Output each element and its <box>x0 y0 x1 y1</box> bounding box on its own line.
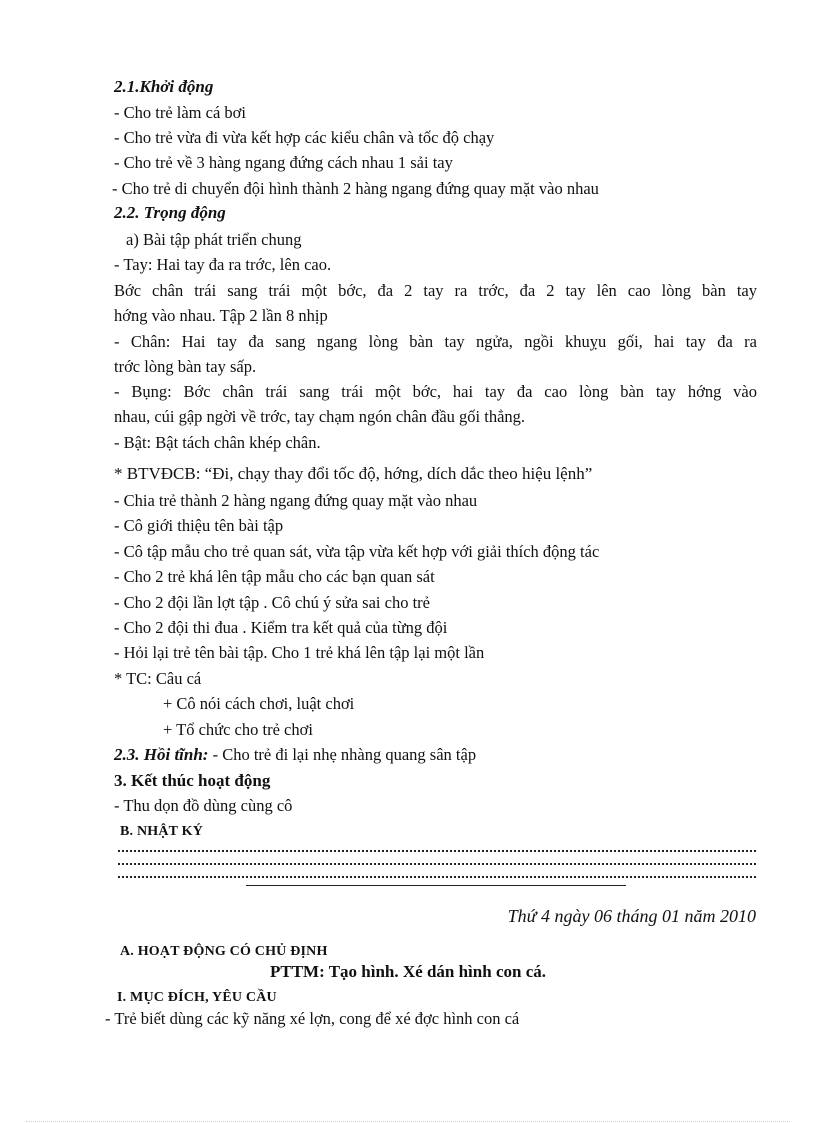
list-item: - Hỏi lại trẻ tên bài tập. Cho 1 trẻ khá lên tập lại một lần <box>114 643 485 662</box>
dotted-line <box>118 857 756 865</box>
paragraph-chan-1: - Chân: Hai tay đa sang ngang lòng bàn tay ngửa, ngồi khuỵu gối, hai tay đa ra <box>114 332 757 351</box>
list-item: + Tổ chức cho trẻ chơi <box>163 720 313 739</box>
list-item: + Cô nói cách chơi, luật chơi <box>163 694 355 713</box>
date-line: Thứ 4 ngày 06 tháng 01 năm 2010 <box>507 906 756 926</box>
list-item: - Trẻ biết dùng các kỹ năng xé lợn, cong để xé đợc hình con cá <box>105 1009 520 1028</box>
lesson-title: PTTM: Tạo hình. Xé dán hình con cá. <box>269 962 546 981</box>
separator-line <box>246 885 626 886</box>
tc-title: * TC: Câu cá <box>114 669 202 688</box>
subheading-a: a) Bài tập phát triển chung <box>126 230 302 249</box>
paragraph-bung-2: nhau, cúi gập ngời về trớc, tay chạm ngón chân đầu gối thẳng. <box>114 407 526 426</box>
dotted-line <box>118 870 756 878</box>
paragraph-tay-3: hớng vào nhau. Tập 2 lần 8 nhịp <box>114 306 328 325</box>
section-2-3 <box>114 744 476 766</box>
list-item: - Cho trẻ làm cá bơi <box>114 103 246 122</box>
paragraph-bat: - Bật: Bật tách chân khép chân. <box>114 433 321 452</box>
list-item: - Cho 2 đội lần lợt tập . Cô chú ý sửa sai cho trẻ <box>114 593 430 612</box>
paragraph-tay-1: - Tay: Hai tay đa ra trớc, lên cao. <box>114 255 332 274</box>
list-item: - Cho trẻ về 3 hàng ngang đứng cách nhau 1 sải tay <box>114 153 453 172</box>
btvdcb-title: * BTVĐCB: “Đi, chạy thay đổi tốc độ, hớng, dích dắc theo hiệu lệnh” <box>114 464 593 483</box>
heading-2-3: 2.3. Hồi tĩnh: <box>114 745 209 764</box>
list-item: - Cho trẻ vừa đi vừa kết hợp các kiểu chân và tốc độ chạy <box>114 128 495 147</box>
list-item: - Cho 2 trẻ khá lên tập mẫu cho các bạn quan sát <box>114 567 435 586</box>
list-item: - Cho trẻ di chuyển đội hình thành 2 hàng ngang đứng quay mặt vào nhau <box>112 179 599 198</box>
heading-3: 3. Kết thúc hoạt động <box>114 771 271 790</box>
section-2-3-text: - Cho trẻ đi lại nhẹ nhàng quang sân tập <box>208 745 477 764</box>
list-item: - Chia trẻ thành 2 hàng ngang đứng quay mặt vào nhau <box>114 491 478 510</box>
heading-section-i: I. MỤC ĐÍCH, YÊU CẦU <box>117 990 277 1005</box>
heading-2-1: 2.1.Khởi động <box>114 77 214 96</box>
paragraph-tay-2: Bớc chân trái sang trái một bớc, đa 2 tay ra trớc, đa 2 tay lên cao lòng bàn tay <box>114 281 757 300</box>
heading-section-a: A. HOẠT ĐỘNG CÓ CHỦ ĐỊNH <box>120 944 328 959</box>
paragraph-bung-1: - Bụng: Bớc chân trái sang trái một bớc, hai tay đa cao lòng bàn tay hớng vào <box>114 382 757 401</box>
paragraph-chan-2: trớc lòng bàn tay sấp. <box>114 357 257 376</box>
page-bottom-border <box>26 1121 790 1122</box>
list-item: - Thu dọn đồ dùng cùng cô <box>114 796 293 815</box>
list-item: - Cho 2 đội thi đua . Kiểm tra kết quả của từng đội <box>114 618 448 637</box>
dotted-line <box>118 844 756 852</box>
heading-nhat-ky: B. NHẬT KÝ <box>120 824 204 839</box>
list-item: - Cô giới thiệu tên bài tập <box>114 516 284 535</box>
heading-2-2: 2.2. Trọng động <box>114 203 226 222</box>
list-item: - Cô tập mẫu cho trẻ quan sát, vừa tập vừa kết hợp với giải thích động tác <box>114 542 600 561</box>
